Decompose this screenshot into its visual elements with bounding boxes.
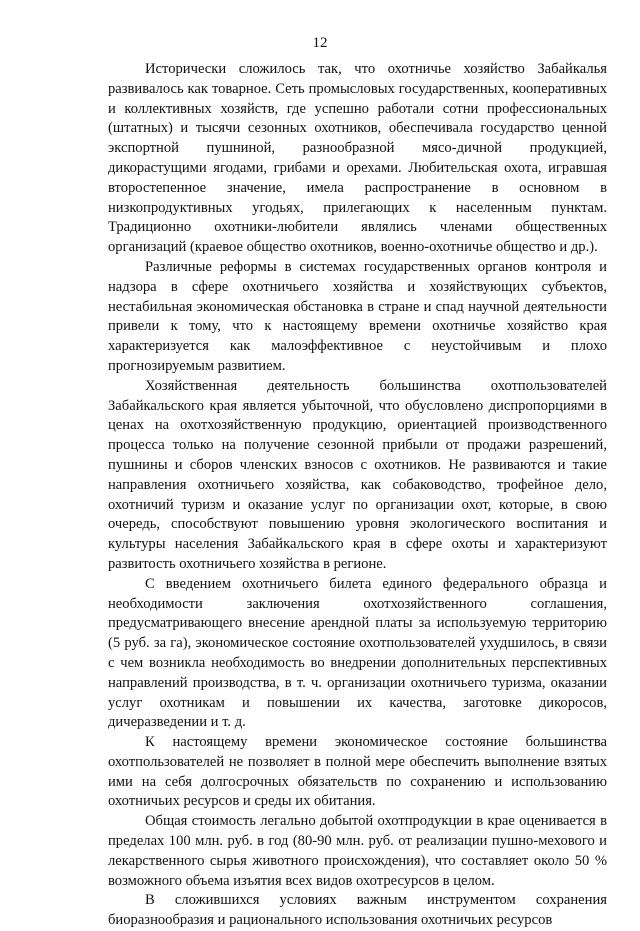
paragraph-history: Исторически сложилось так, что охотничье хозяйство Забайкалья развивалось как товарное. Сеть промысловых государственных, кооперативных и коллективных хозяйств, где успешно работали сотни профессиональных (штатных) и тысячи сезонных охотников, обеспечивала государство ценной экспортной пушниной, разнообразной мясо-дичной продукцией, дикорастущими ягодами, грибами и орехами. Любительская охота, игравшая второстепенное значение, имела распространение в основном в низкопродуктивных угодьях, прилегающих к населенным пунктам. Традиционно охотники-любители являлись членами общественных организаций (краевое общество охотников, военно-охотничье общество и др.). [108,61,607,256]
paragraph-hunting-license: С введением охотничьего билета единого федерального образца и необходимости заключения охотхозяйственного соглашения, предусматривающего внесение арендной платы за используемую территорию (5 руб. за га), экономическое состояние охотпользователей ухудшилось, в связи с чем возникла необходимость во внедрении дополнительных перспективных направлений производства, в т. ч. организации охотничьего туризма, оказании услуг охотникам и повышении их качества, заготовке дикоросов, дичеразведении и т. д. [108,575,607,731]
paragraph-total-value: Общая стоимость легально добытой охотпродукции в крае оценивается в пределах 100 млн. руб. в год (80-90 млн. руб. от реализации пушно-мехового и лекарственного сырья животного происхождения), что составляет около 50 % возможного объема изъятия всех видов охотресурсов в целом. [108,813,607,889]
page-number: 12 [312,35,328,51]
paragraph-reforms: Различные реформы в системах государственных органов контроля и надзора в сфере охотничьего хозяйства и хозяйствующих субъектов, нестабильная экономическая обстановка в стране и спад научной деятельности привели к тому, что к настоящему времени охотничье хозяйство края характеризуется как малоэффективное с неустойчивым и плохо прогнозируемым развитием. [108,258,607,374]
paragraph-current-state: К настоящему времени экономическое состояние большинства охотпользователей не позволяет в полной мере обеспечить выполнение взятых ими на себя долгосрочных обязательств по сохранению и использованию охотничьих ресурсов и среды их обитания. [108,734,607,810]
body-text [108,60,607,931]
paragraph-economic-activity: Хозяйственная деятельность большинства охотпользователей Забайкальского края является убыточной, что обусловлено диспропорциями в ценах на охотхозяйственную продукцию, ориентацией производственного процесса только на получение сезонной прибыли от продажи разрешений, пушнины и сборов членских взносов с охотников. Не развиваются и такие направления охотничьего хозяйства, как собаководство, трофейное дело, охотничий туризм и оказание услуг по организации охот, которые, в свою очередь, способствуют повышению уровня экологического воспитания и культуры населения Забайкальского края в сфере охоты и характеризуют развитость охотничьего хозяйства в регионе. [108,377,607,572]
paragraph-conditions: В сложившихся условиях важным инструментом сохранения биоразнообразия и рационального использования охотничьих ресурсов [108,892,607,929]
